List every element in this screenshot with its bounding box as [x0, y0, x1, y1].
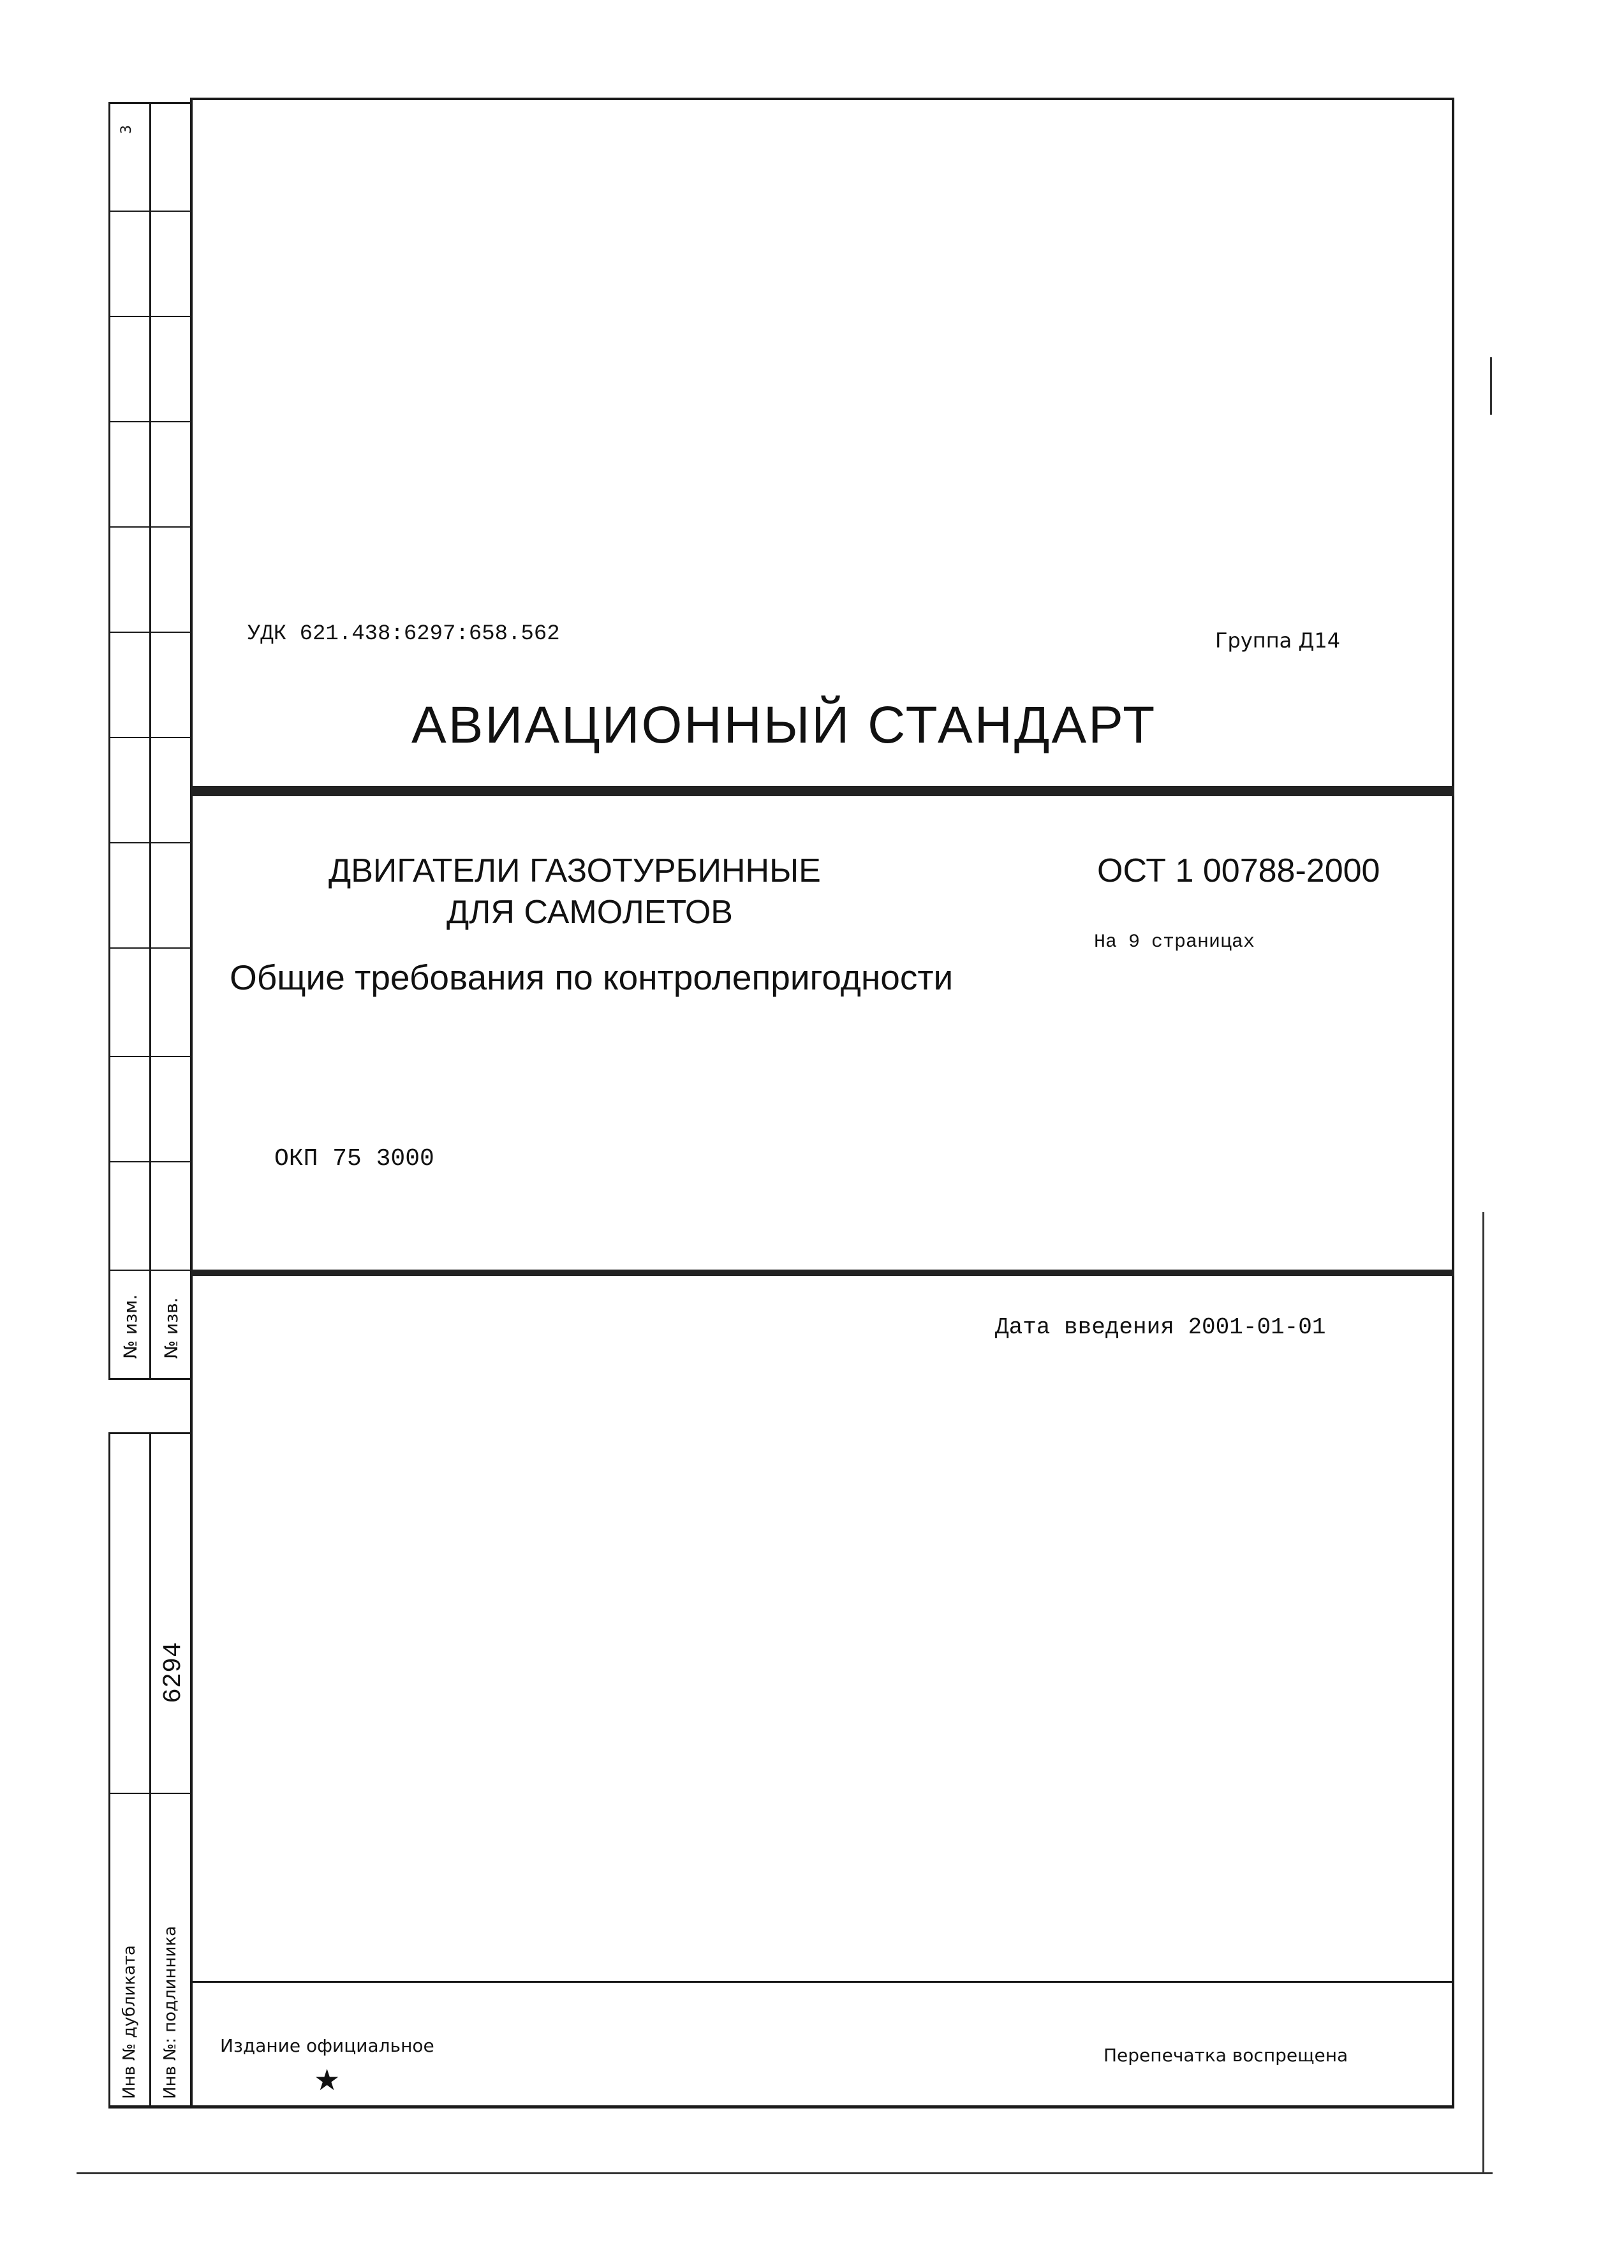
stamp-duplicate-inv: Инв № дубликата [120, 1945, 139, 2099]
title-block-rule [191, 1270, 1454, 1276]
header-rule [191, 786, 1454, 796]
stamp-original-inv: Инв №: подлинника [161, 1925, 180, 2099]
frame-bottom [108, 2105, 1454, 2109]
stamp-notice-no: № изв. [161, 1297, 182, 1359]
frame-left-main [190, 98, 193, 2107]
title-line-2: ДЛЯ САМОЛЕТОВ [447, 894, 733, 931]
stamp-row [108, 526, 191, 528]
stamp-row [108, 1378, 191, 1380]
stamp-row [108, 1056, 191, 1057]
scan-mark-right [1490, 357, 1492, 415]
stamp-row [108, 632, 191, 633]
stamp-divider-lower [149, 1432, 151, 2109]
stamp-left-outer [108, 102, 110, 1378]
pages-note: На 9 страницах [1094, 931, 1255, 953]
stamp-original-inv-value: 6294 [159, 1642, 188, 1703]
stamp-left-outer-lower [108, 1432, 110, 2109]
footer-rule [191, 1981, 1454, 1983]
scan-edge-bottom [77, 2172, 1493, 2174]
stamp-row [108, 1270, 191, 1271]
stamp-change-no: № изм. [120, 1294, 141, 1359]
udc-code: УДК 621.438:6297:658.562 [247, 622, 560, 646]
intro-date: Дата введения 2001-01-01 [995, 1314, 1326, 1340]
stamp-row [108, 1793, 191, 1794]
header-title: АВИАЦИОННЫЙ СТАНДАРТ [411, 696, 1157, 754]
stamp-row [108, 316, 191, 317]
stamp-divider [149, 102, 151, 1378]
reprint-prohibited: Перепечатка воспрещена [1104, 2045, 1348, 2066]
frame-top [191, 98, 1454, 100]
subtitle: Общие требования по контролепригодности [230, 958, 954, 997]
star-icon: ★ [314, 2063, 341, 2097]
frame-right [1452, 98, 1454, 2107]
scan-edge-right [1482, 1212, 1484, 2172]
standard-number: ОСТ 1 00788-2000 [1097, 852, 1380, 889]
title-line-1: ДВИГАТЕЛИ ГАЗОТУРБИННЫЕ [328, 852, 821, 889]
group-code: Группа Д14 [1215, 628, 1341, 653]
stamp-row [108, 211, 191, 212]
stamp-corner-mark: 3 [119, 125, 135, 134]
okp-code: ОКП 75 3000 [274, 1145, 434, 1173]
stamp-row [108, 842, 191, 843]
stamp-row [108, 421, 191, 422]
official-edition: Издание официальное [220, 2035, 434, 2056]
stamp-top [108, 102, 191, 104]
stamp-row [108, 737, 191, 738]
stamp-row [108, 947, 191, 949]
stamp-row [108, 1432, 191, 1434]
stamp-row [108, 1161, 191, 1162]
